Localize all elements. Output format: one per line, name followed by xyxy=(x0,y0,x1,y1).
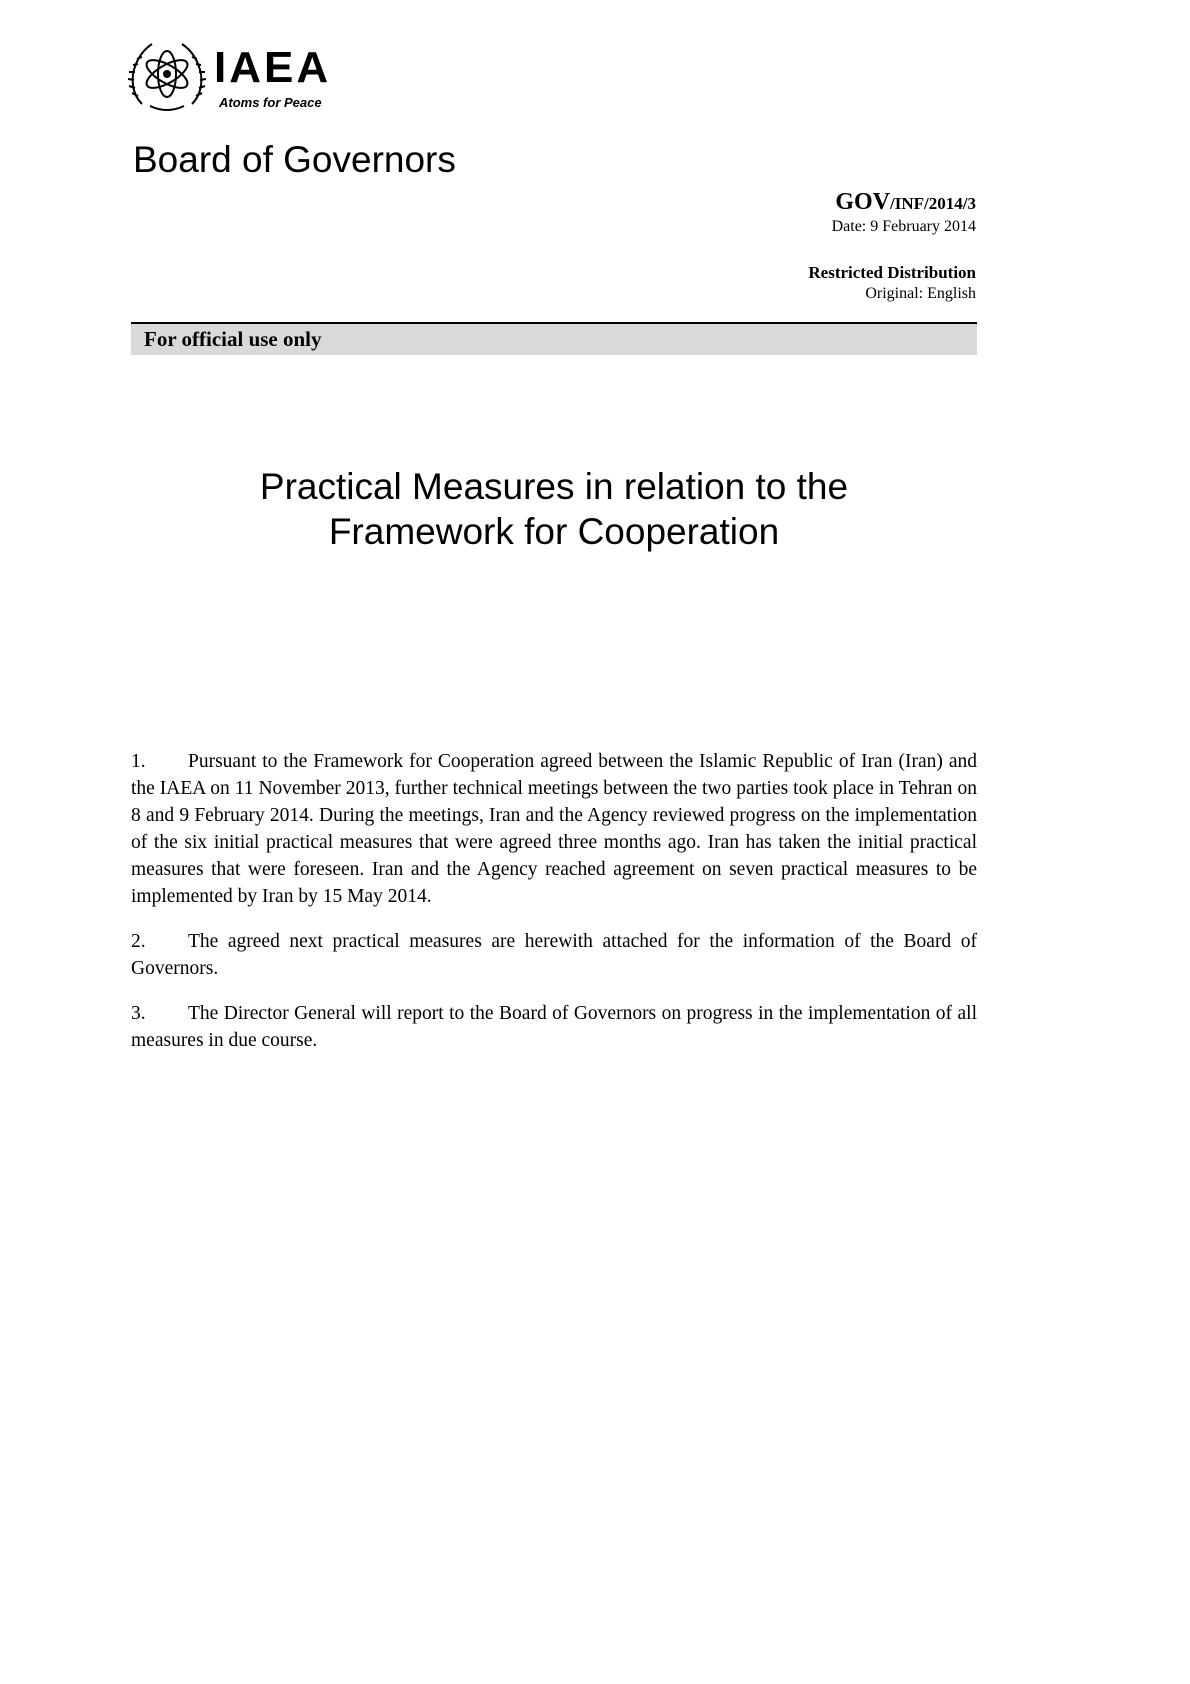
iaea-logo xyxy=(128,38,348,114)
document-symbol-prefix: GOV xyxy=(835,189,891,215)
document-title-line-1: Practical Measures in relation to the xyxy=(259,466,849,507)
iaea-atom-emblem-icon xyxy=(128,38,206,114)
document-meta xyxy=(808,188,976,304)
distribution-label: Restricted Distribution xyxy=(808,262,976,282)
paragraph-number: 3. xyxy=(131,1003,146,1024)
paragraph-text: The Director General will report to the Board of Governors on progress in the implementation of all measures in due course. xyxy=(131,1003,977,1051)
document-title xyxy=(131,464,977,554)
paragraph-3 xyxy=(131,1000,977,1054)
logo-text: IAEA xyxy=(214,43,332,92)
document-symbol-suffix: /INF/2014/3 xyxy=(890,194,976,213)
paragraph-number: 1. xyxy=(131,751,146,772)
document-date: Date: 9 February 2014 xyxy=(831,217,976,235)
original-language: Original: English xyxy=(865,284,976,302)
document-body xyxy=(131,748,977,1072)
document-title-line-2: Framework for Cooperation xyxy=(328,511,780,552)
paragraph-number: 2. xyxy=(131,931,146,952)
logo-tagline: Atoms for Peace xyxy=(219,95,322,110)
paragraph-2 xyxy=(131,928,977,982)
paragraph-1 xyxy=(131,748,977,910)
classification-bar xyxy=(131,322,977,355)
board-title: Board of Governors xyxy=(133,139,456,180)
paragraph-text: The agreed next practical measures are herewith attached for the information of the Board of Governors. xyxy=(131,931,977,979)
classification-label: For official use only xyxy=(144,327,322,351)
document-symbol xyxy=(808,188,976,217)
paragraph-text: Pursuant to the Framework for Cooperation agreed between the Islamic Republic of Iran (Iran) and the IAEA on 11 November 2013, further technical meetings between the two parties took place in Tehran on 8 and 9 February 2014. During the meetings, Iran and the Agency reviewed progress on the implementation of the six initial practical measures that were agreed three months ago. Iran has taken the initial practical measures that were foreseen. Iran and the Agency reached agreement on seven practical measures to be implemented by Iran by 15 May 2014. xyxy=(131,751,977,907)
